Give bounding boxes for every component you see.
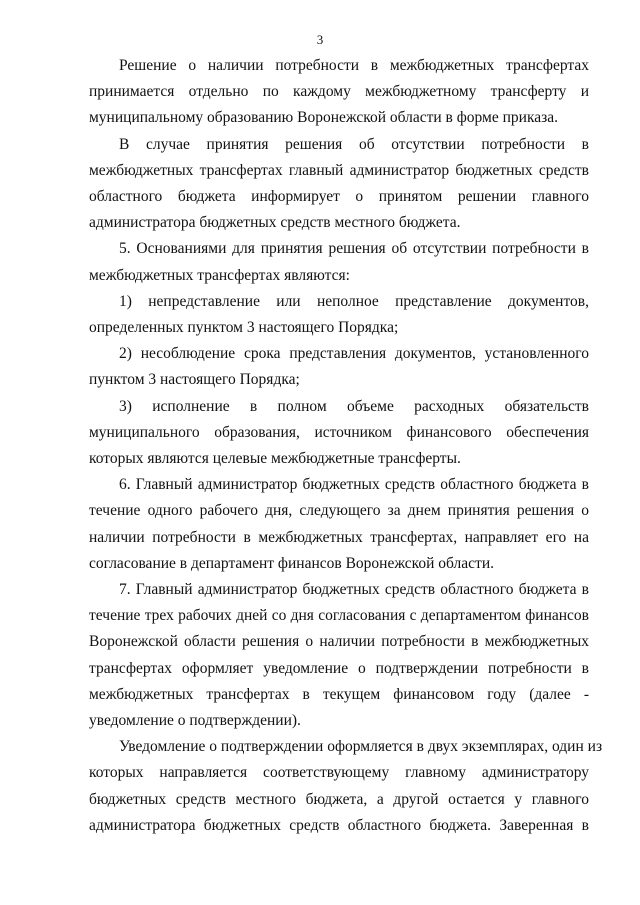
text-line: течение трех рабочих дней со дня согласования с департаментом финансов (89, 607, 589, 625)
text-line: администратора бюджетных средств областного бюджета. Заверенная в (89, 816, 589, 834)
text-line: 2) несоблюдение срока представления документов, установленного (119, 345, 589, 363)
text-line: Решение о наличии потребности в межбюджетных трансфертах (119, 57, 589, 74)
text-line: 5. Основаниями для принятия решения об отсутствии потребности в (119, 240, 589, 258)
paragraph (89, 472, 589, 577)
text-line: муниципальному образованию Воронежской области в форме приказа. (89, 109, 559, 127)
text-line: межбюджетных трансфертах являются: (89, 266, 350, 284)
text-line: 6. Главный администратор бюджетных средств областного бюджета в (119, 476, 589, 494)
text-line: межбюджетных трансфертах в текущем финансовом году (далее - (89, 685, 589, 703)
text-line: 3) исполнение в полном объеме расходных обязательств (119, 397, 589, 415)
text-line: согласование в департамент финансов Воронежской области. (89, 554, 494, 572)
text-line: муниципального образования, источником финансового обеспечения (89, 423, 589, 441)
text-line: В случае принятия решения об отсутствии потребности в (119, 135, 589, 153)
text-line: областного бюджета информирует о принятом решении главного (89, 188, 589, 206)
paragraph (89, 53, 589, 132)
paragraph (89, 289, 589, 341)
text-line: Воронежской области решения о наличии потребности в межбюджетных (89, 633, 589, 651)
text-line: принимается отдельно по каждому межбюджетному трансферту и (89, 83, 589, 101)
paragraph (89, 341, 589, 393)
text-line: Уведомление о подтверждении оформляется в двух экземплярах, один из (119, 738, 603, 756)
text-line: межбюджетных трансфертах главный администратор бюджетных средств (89, 161, 589, 179)
text-line: 1) непредставление или неполное представление документов, (119, 292, 589, 310)
paragraph (89, 236, 589, 288)
paragraph (89, 132, 589, 237)
text-line: уведомление о подтверждении). (89, 712, 301, 730)
text-line: течение одного рабочего дня, следующего за днем принятия решения о (89, 502, 589, 520)
text-line: пунктом 3 настоящего Порядка; (89, 371, 300, 389)
page-number: 3 (316, 32, 324, 47)
text-line: которых направляется соответствующему главному администратору (89, 764, 589, 782)
text-line: трансфертах оформляет уведомление о подтверждении потребности в (89, 659, 589, 677)
text-line: наличии потребности в межбюджетных трансфертах, направляет его на (89, 528, 589, 546)
text-line: которых являются целевые межбюджетные трансферты. (89, 450, 461, 468)
paragraph (89, 734, 603, 839)
text-line: бюджетных средств местного бюджета, а другой остается у главного (89, 790, 589, 808)
text-line: 7. Главный администратор бюджетных средств областного бюджета в (119, 581, 589, 599)
paragraph (89, 577, 589, 734)
paragraph (89, 394, 589, 473)
text-line: администратора бюджетных средств местного бюджета. (89, 214, 461, 232)
document-body (89, 53, 603, 839)
text-line: определенных пунктом 3 настоящего Порядка; (89, 319, 399, 337)
